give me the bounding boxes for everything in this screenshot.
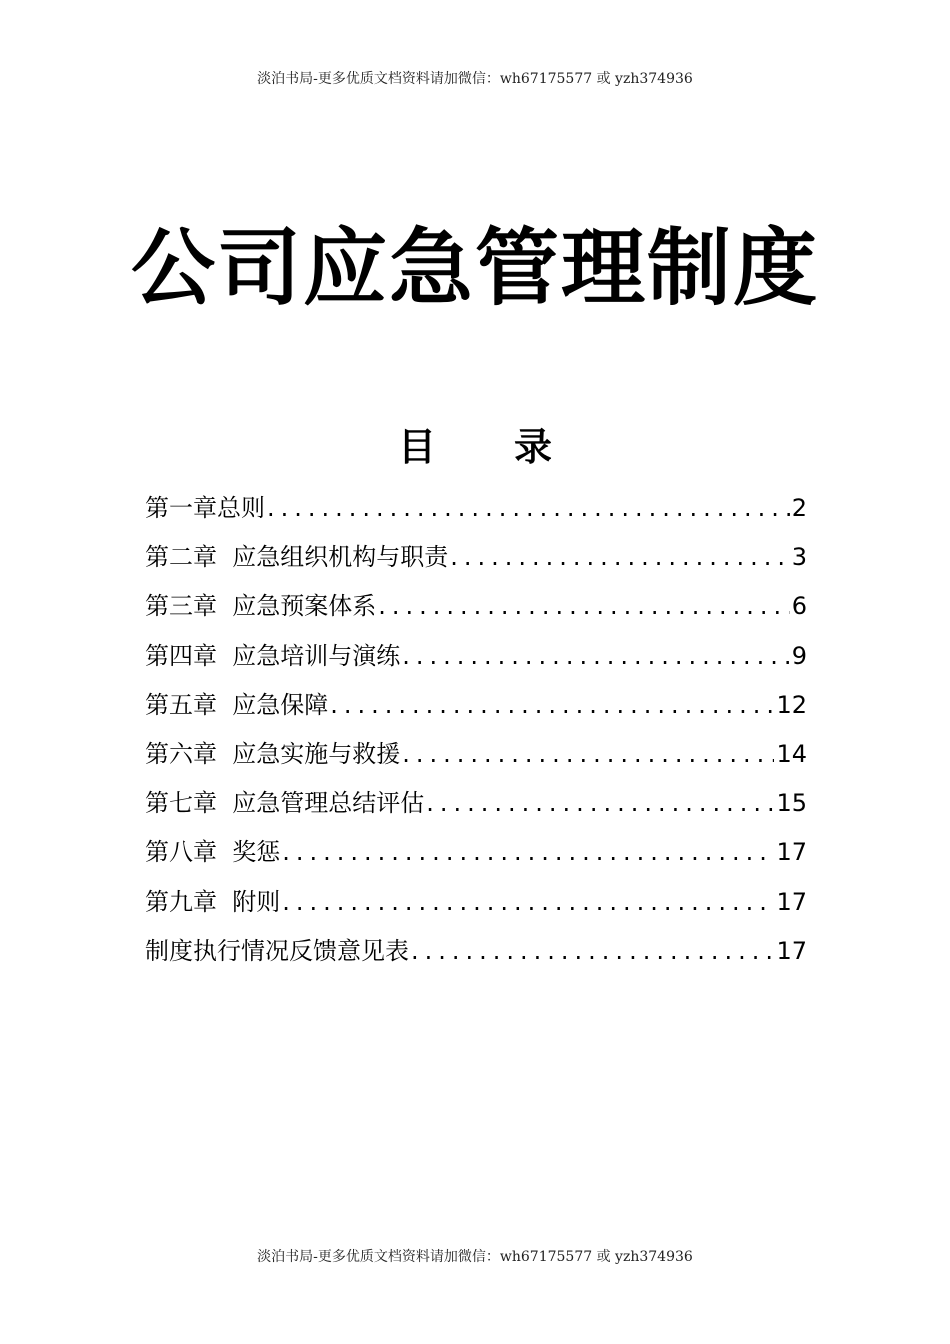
toc-entry-page: 17	[776, 887, 807, 916]
toc-dot-leader	[282, 828, 774, 877]
toc-dot-leader	[426, 779, 774, 828]
toc-entry-title: 第二章 应急组织机构与职责	[145, 543, 449, 572]
toc-entry[interactable]	[145, 878, 807, 927]
toc-entry-title: 第一章总则	[145, 494, 265, 522]
toc-entry[interactable]	[145, 484, 807, 533]
toc-entry-title: 制度执行情况反馈意见表	[145, 936, 409, 965]
toc-entry[interactable]	[145, 779, 807, 828]
toc-entry[interactable]	[145, 533, 807, 582]
toc-entry[interactable]	[145, 681, 807, 730]
toc-entry[interactable]	[145, 632, 807, 681]
footer-watermark-note: 淡泊书局-更多优质文档资料请加微信：wh67175577 或 yzh374936	[257, 1249, 693, 1265]
toc-entry[interactable]	[145, 927, 807, 976]
toc-heading-left: 目	[397, 425, 436, 469]
toc-heading-right: 录	[514, 425, 553, 469]
toc-entry-page: 17	[776, 936, 807, 965]
toc-entry-page: 12	[776, 690, 807, 719]
toc-entry-title: 第七章 应急管理总结评估	[145, 789, 425, 818]
toc-entry[interactable]	[145, 730, 807, 779]
toc-dot-leader	[330, 681, 774, 730]
toc-entry-title: 第九章 附则	[145, 887, 281, 916]
toc-entry-page: 2	[791, 494, 807, 522]
toc-entry-page: 14	[776, 739, 807, 768]
toc-entry-page: 3	[791, 543, 807, 572]
toc-entry[interactable]	[145, 582, 807, 631]
toc-dot-leader	[450, 533, 789, 582]
toc-entry-title: 第四章 应急培训与演练	[145, 641, 401, 670]
toc-heading	[0, 422, 950, 472]
toc-dot-leader	[282, 878, 774, 927]
toc-dot-leader	[402, 632, 789, 681]
toc-entry-page: 17	[776, 838, 807, 867]
toc-entry-title: 第八章 奖惩	[145, 838, 281, 867]
document-title: 公司应急管理制度	[130, 219, 819, 317]
toc-entry[interactable]	[145, 828, 807, 877]
toc-dot-leader	[378, 582, 789, 631]
toc-dot-leader	[402, 730, 774, 779]
toc-entry-page: 9	[791, 641, 807, 670]
table-of-contents	[145, 484, 807, 976]
toc-entry-title: 第五章 应急保障	[145, 690, 329, 719]
toc-entry-title: 第六章 应急实施与救援	[145, 739, 401, 768]
toc-entry-page: 15	[776, 789, 807, 818]
toc-dot-leader	[411, 927, 774, 976]
toc-dot-leader	[267, 484, 790, 533]
toc-entry-title: 第三章 应急预案体系	[145, 592, 377, 621]
header-watermark-note: 淡泊书局-更多优质文档资料请加微信：wh67175577 或 yzh374936	[257, 71, 693, 87]
toc-entry-page: 6	[791, 592, 807, 621]
